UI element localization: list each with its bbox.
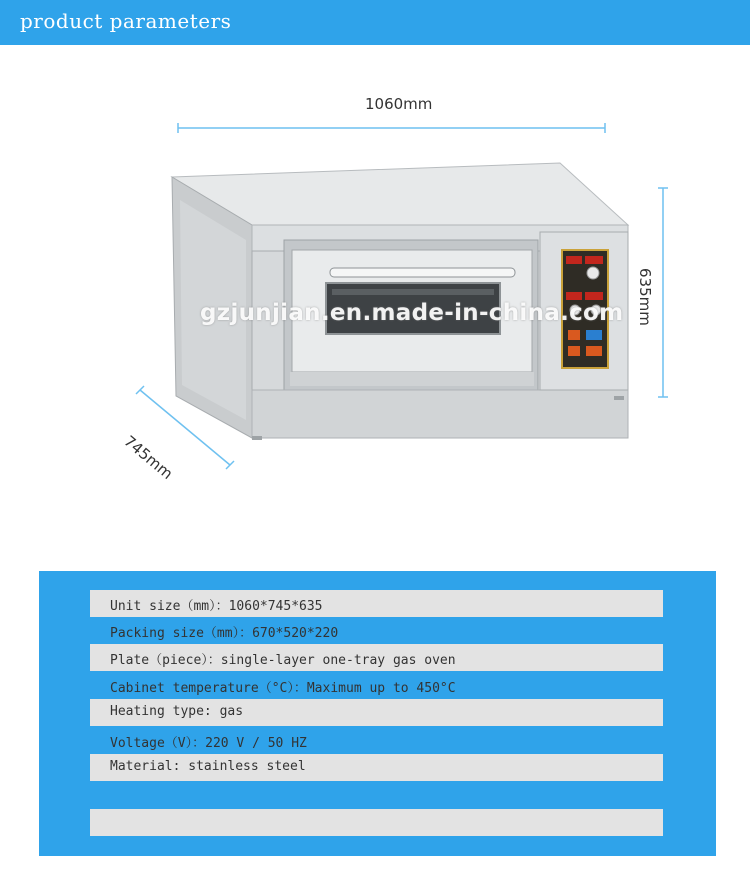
- spec-unit-size: Unit size（mm）：1060*745*635: [110, 599, 323, 614]
- height-dimension-line: [658, 188, 668, 397]
- header-bar: [0, 0, 750, 45]
- spec-plate: Plate（piece）：single-layer one-tray gas oven: [110, 653, 456, 668]
- spec-row: [90, 727, 663, 754]
- spec-cabinet-temperature: Cabinet temperature（°C）：Maximum up to 450°C: [110, 681, 456, 696]
- depth-dimension-label: 745mm: [120, 432, 177, 483]
- spec-heating-type: Heating type: gas: [110, 704, 244, 719]
- spec-row: [90, 754, 663, 781]
- height-dimension-label: 635mm: [636, 268, 654, 326]
- spec-row: [90, 699, 663, 726]
- width-dimension-label: 1060mm: [365, 95, 433, 113]
- spec-row: [90, 590, 663, 617]
- spec-packing-size: Packing size（mm）：670*520*220: [110, 626, 339, 641]
- spec-row: [90, 617, 663, 644]
- spec-material: Material: stainless steel: [110, 759, 306, 774]
- spec-row: [90, 672, 663, 699]
- watermark: gzjunjian.en.made-in-china.com: [200, 300, 624, 326]
- spec-row: [90, 644, 663, 671]
- page-title: product parameters: [20, 9, 232, 33]
- spec-panel: [39, 571, 716, 856]
- spec-row-empty: [90, 809, 663, 836]
- spec-voltage: Voltage（V）：220 V / 50 HZ: [110, 736, 307, 751]
- width-dimension-line: [178, 123, 605, 133]
